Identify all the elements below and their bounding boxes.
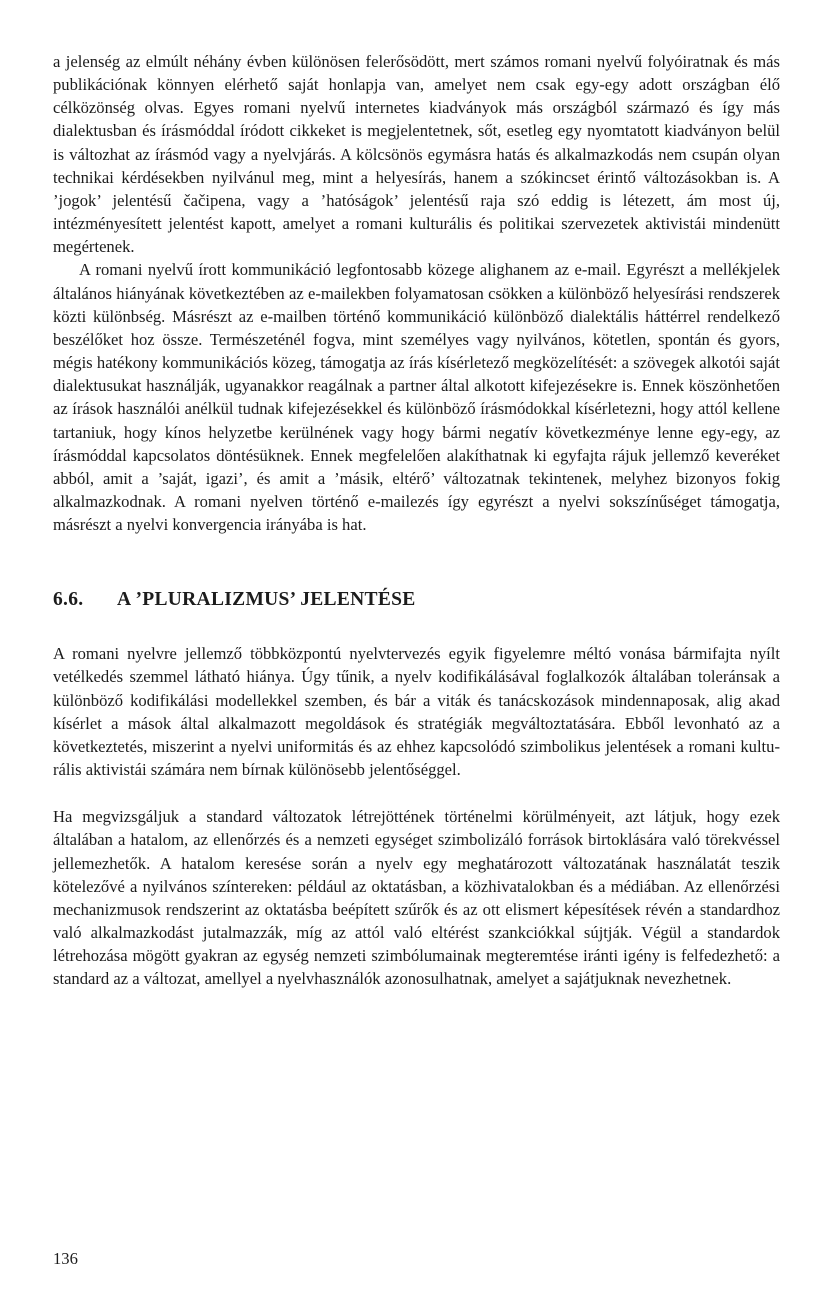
section-number: 6.6. [53, 589, 84, 611]
section-heading [53, 582, 780, 618]
body-paragraph-1: a jelenség az elmúlt néhány évben különösen felerősödött, mert számos romani nyelvű folyóiratnak és más publikációnak könnyen elérhető saját honlapja van, amelyet nem csak egy-egy adott országban élő célközönség olvas. Egyes romani nyelvű internetes kiadványok más országból származó és így más dialektusban és írásmóddal íródott cikkeket is megjelentetnek, sőt, esetleg egy nyomtatott kiadványon belül is változhat az írásmód vagy a nyelvjárás. A kölcsönös egymásra hatás és alkalmazkodás nem csupán olyan technikai kérdésekben nyilvánul meg, mint a helyesírás, hanem a szókincset érintő változásokban is. A ’jogok’ jelentésű čačipena, vagy a ’hatóságok’ jelentésű raja szó eddig is létezett, ám most új, intézményesített jelentést kapott, amelyet a romani kulturális és politikai szervezetek aktivistái mindenütt megértenek. [53, 52, 780, 257]
body-paragraph-2: A romani nyelvű írott kommunikáció legfontosabb közege alighanem az e-mail. Egyrészt a mellékjelek általános hiányának következtében az e-mailekben folyamatosan csökken a különböző helyesírási rendszerek közti különbség. Másrészt az e-mailben történő kommunikáció különböző dialektális háttérrel rendelkező beszélőket hoz össze. Természeténél fogva, mint személyes vagy nyilvános, kötetlen, spontán és gyors, mégis hatékony kommunikációs közeg, támogatja az írás kísérletező megközelítését: a szövegek alkotói saját dialektusukat használják, ugyanakkor reagálnak a partner által alkotott kifejezésekre is. Ennek köszönhetően az írások használói anélkül tudnak kifejezésekkel és különböző írásmódokkal kísérletezni, hogy attól kellene tartaniuk, hogy kínos helyzetbe kerülnének vagy hogy bármi negatív következménye lenne egy-egy, az írásmóddal kapcsolatos döntésüknek. Ennek megfelelően alakíthatnak ki egyfajta rájuk jellemző keveréket abból, amit a ’saját, igazi’, és amit a ’másik, eltérő’ változatnak tekintenek, melyhez bizonyos fokig alkalmazkodnak. A romani nyelven történő e-mailezés így egyrészt a nyelvi sokszínűséget támogatja, másrészt a nyelvi konvergencia irányába is hat. [53, 260, 780, 535]
section-title: A ’PLURALIZMUS’ JELENTÉSE [117, 589, 416, 611]
document-page [53, 50, 780, 990]
body-paragraph-4: Ha megvizsgáljuk a standard változatok létrejöttének történelmi körülményeit, azt látjuk, hogy ezek általában a hatalom, az ellenőrzés és a nemzeti egységet szimbolizáló források birtoklására való törekvéssel jellemezhetők. A hatalom keresése során a nyelv egy meghatározott változatának használatát teszik kötelezővé a nyilvános színtereken: például az oktatásban, a közhivatalokban és a médiában. Az ellenőrzési mechanizmusok rendszerint az oktatásba beépített szűrők és az ott elismert képesítések révén a standardhoz való alkalmazkodást jutalmazzák, míg az attól való eltérést szankciókkal sújtják. Végül a standardok létrehozása mögött gyakran az egység nemzeti szimbólumainak megteremtése iránti igény is felfedezhető: a standard az a változat, amellyel a nyelvhasználók azonosulhatnak, amelyet a sajátjuknak nevezhetnek. [53, 807, 780, 989]
body-paragraph-3: A romani nyelvre jellemző többközpontú nyelvtervezés egyik figyelemre méltó vonása bármifajta nyílt vetélkedés szemmel látható hiánya. Úgy tűnik, a nyelv kodifikálásával foglalkozók általában toleránsak a különböző kodifikálási modellekkel szemben, és bár a viták és tanácskozások mindennaposak, alig akad kísérlet a mások által alkalmazott megoldások és stratégiák megváltoztatására. Ebből levonható az a következtetés, miszerint a nyelvi uniformitás és az ehhez kapcsolódó szimbolikus jelentések a romani kulturális aktivistái számára nem bírnak különösebb jelentőséggel. [53, 644, 780, 780]
page-number: 136 [53, 1249, 78, 1268]
